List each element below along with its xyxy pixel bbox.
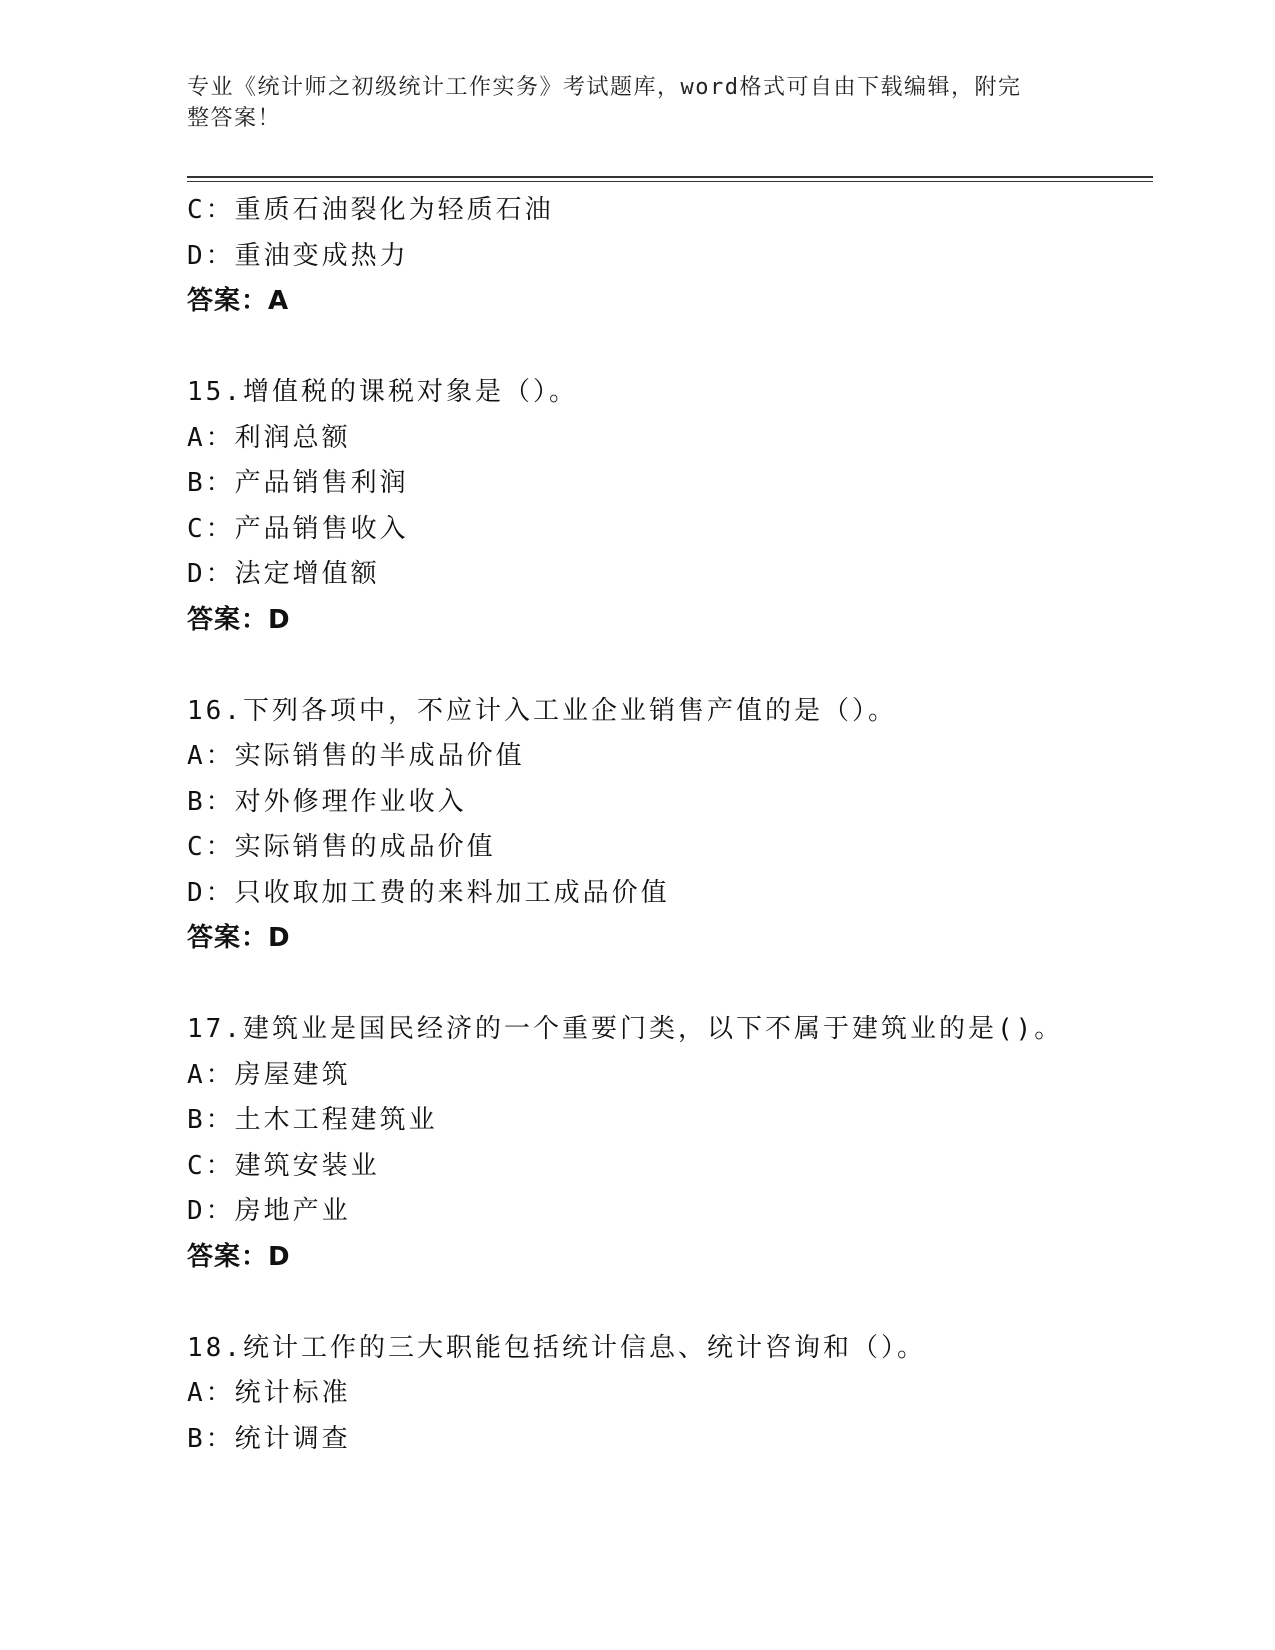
answer-line: 答案：D <box>187 923 291 953</box>
question-18 <box>187 1326 1147 1463</box>
option-d: D：重油变成热力 <box>187 240 409 271</box>
question-16 <box>187 689 1147 962</box>
spacer <box>187 643 1147 689</box>
question-list <box>187 188 1147 1462</box>
spacer <box>187 1280 1147 1326</box>
question-stem: 18.统计工作的三大职能包括统计信息、统计咨询和（）。 <box>187 1332 926 1363</box>
answer-line: 答案：A <box>187 286 290 316</box>
question-14-continuation <box>187 188 1147 325</box>
answer-line: 答案：D <box>187 1241 291 1272</box>
spacer <box>187 962 1147 1008</box>
option-d: D：法定增值额 <box>187 559 380 589</box>
option-d: D：只收取加工费的来料加工成品价值 <box>187 877 670 908</box>
option-a: A：统计标准 <box>187 1378 351 1408</box>
option-c: C：重质石油裂化为轻质石油 <box>187 195 554 225</box>
header-divider <box>187 176 1153 182</box>
page-header <box>187 72 1067 134</box>
question-15 <box>187 370 1147 643</box>
question-stem: 17.建筑业是国民经济的一个重要门类，以下不属于建筑业的是()。 <box>187 1014 1064 1044</box>
question-stem: 15.增值税的课税对象是（）。 <box>187 377 578 407</box>
header-line-2: 整答案！ <box>187 106 282 131</box>
question-stem: 16.下列各项中，不应计入工业企业销售产值的是（）。 <box>187 695 897 726</box>
option-a: A：利润总额 <box>187 422 351 453</box>
spacer <box>187 325 1147 371</box>
header-line-1: 专业《统计师之初级统计工作实务》考试题库，word格式可自由下载编辑，附完 <box>187 75 1022 100</box>
option-c: C：建筑安装业 <box>187 1150 380 1181</box>
option-c: C：实际销售的成品价值 <box>187 832 496 862</box>
option-d: D：房地产业 <box>187 1196 351 1226</box>
option-c: C：产品销售收入 <box>187 513 409 544</box>
option-b: B：产品销售利润 <box>187 468 409 498</box>
option-b: B：对外修理作业收入 <box>187 786 467 817</box>
answer-line: 答案：D <box>187 604 291 635</box>
option-b: B：统计调查 <box>187 1423 351 1454</box>
option-b: B：土木工程建筑业 <box>187 1105 438 1135</box>
question-17 <box>187 1007 1147 1280</box>
option-a: A：实际销售的半成品价值 <box>187 741 525 771</box>
option-a: A：房屋建筑 <box>187 1059 351 1090</box>
